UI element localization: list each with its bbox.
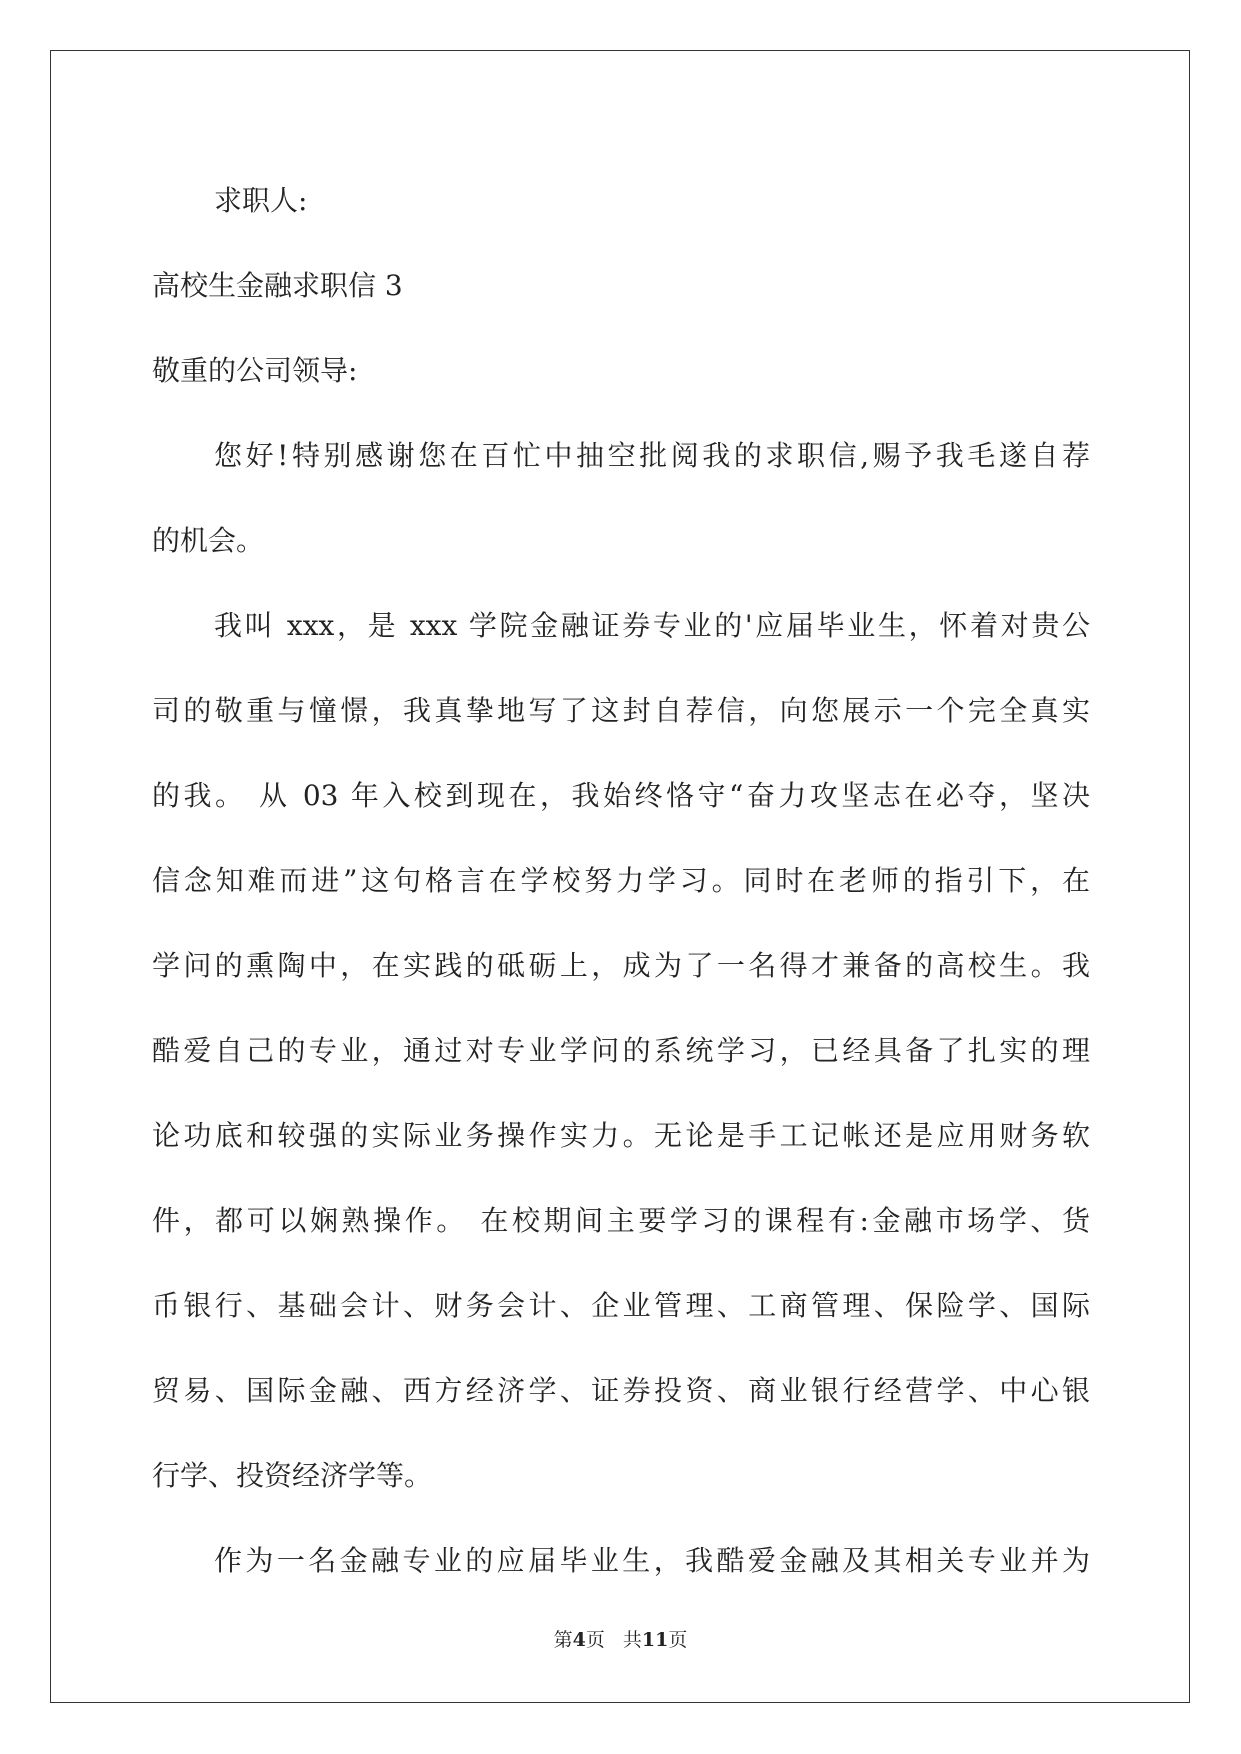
page-current: 4 bbox=[572, 1629, 586, 1651]
paragraph-2-line-4: 信念知难而进”这句格言在学校努力学习。同时在老师的指引下，在 bbox=[152, 864, 1090, 897]
letter-title: 高校生金融求职信 3 bbox=[152, 269, 403, 302]
paragraph-2-line-3: 的我。 从 03 年入校到现在，我始终恪守“奋力攻坚志在必夺，坚决 bbox=[152, 779, 1090, 812]
paragraph-1-line-2: 的机会。 bbox=[152, 524, 265, 557]
footer-prefix: 第 bbox=[553, 1629, 573, 1651]
paragraph-2-line-7: 论功底和较强的实际业务操作实力。无论是手工记帐还是应用财务软 bbox=[152, 1119, 1090, 1152]
paragraph-2-line-8: 件，都可以娴熟操作。 在校期间主要学习的课程有:金融市场学、货 bbox=[152, 1204, 1090, 1237]
paragraph-2-line-2: 司的敬重与憧憬，我真挚地写了这封自荐信，向您展示一个完全真实 bbox=[152, 694, 1090, 727]
paragraph-2-line-9: 币银行、基础会计、财务会计、企业管理、工商管理、保险学、国际 bbox=[152, 1289, 1090, 1322]
paragraph-2-line-1: 我叫 xxx，是 xxx 学院金融证券专业的'应届毕业生，怀着对贵公 bbox=[214, 609, 1090, 642]
salutation: 敬重的公司领导: bbox=[152, 354, 358, 387]
paragraph-1-line-1: 您好!特别感谢您在百忙中抽空批阅我的求职信,赐予我毛遂自荐 bbox=[214, 439, 1090, 472]
page-footer bbox=[0, 1625, 1241, 1652]
paragraph-2-line-11: 行学、投资经济学等。 bbox=[152, 1459, 433, 1492]
paragraph-2-line-6: 酷爱自己的专业，通过对专业学问的系统学习，已经具备了扎实的理 bbox=[152, 1034, 1090, 1067]
paragraph-2-line-5: 学问的熏陶中，在实践的砥砺上，成为了一名得才兼备的高校生。我 bbox=[152, 949, 1090, 982]
document-body bbox=[152, 158, 1090, 1603]
paragraph-3-line-1: 作为一名金融专业的应届毕业生，我酷爱金融及其相关专业并为 bbox=[214, 1544, 1090, 1577]
page-total: 11 bbox=[641, 1629, 669, 1651]
footer-total-suffix: 页 bbox=[668, 1629, 688, 1651]
signature-label: 求职人: bbox=[214, 184, 308, 217]
footer-page-suffix: 页 bbox=[585, 1629, 605, 1651]
paragraph-2-line-10: 贸易、国际金融、西方经济学、证券投资、商业银行经营学、中心银 bbox=[152, 1374, 1090, 1407]
footer-total-prefix: 共 bbox=[622, 1629, 642, 1651]
